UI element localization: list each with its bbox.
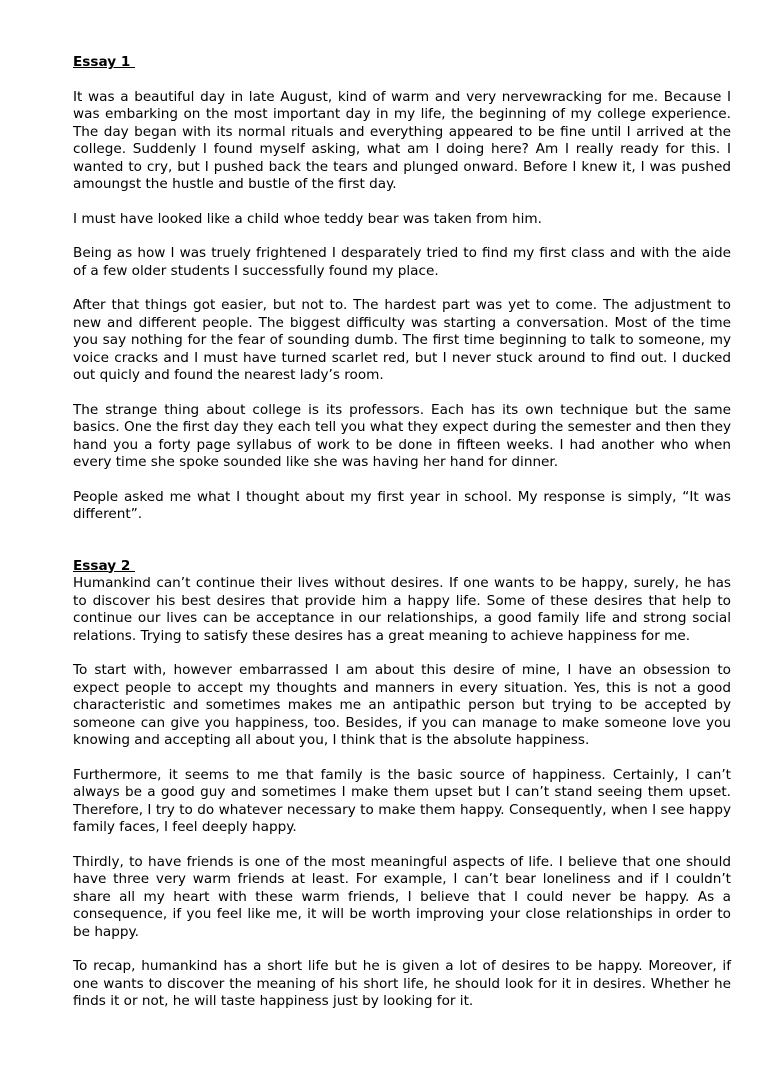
essay-1-heading: Essay 1 (73, 54, 136, 70)
essay-2-paragraph-1: Humankind can’t continue their lives without desires. If one wants to be happy, surely, he has to discover his best desires that provide him a happy life. Some of these desires that help to continue our lives can be acceptance in our relationships, a good family life and strong social relations. Trying to satisfy these desires has a great meaning to achieve happiness for me. (73, 575, 731, 644)
essay-1-paragraph-5: The strange thing about college is its professors. Each has its own technique but the same basics. One the first day they each tell you what they expect during the semester and then they hand you a forty page syllabus of work to be done in fifteen weeks. I had another who when every time she spoke sounded like she was having her hand for dinner. (73, 401, 731, 470)
essay-2 (73, 558, 731, 1011)
essay-1-paragraph-1: It was a beautiful day in late August, kind of warm and very nervewracking for me. Because I was embarking on the most important day in my life, the beginning of my college experience. The day began with its normal rituals and everything appeared to be fine until I arrived at the college. Suddenly I found myself asking, what am I doing here? Am I really ready for this. I wanted to cry, but I pushed back the tears and plunged onward. Before I knew it, I was pushed amoungst the hustle and bustle of the first day. (73, 88, 731, 192)
essay-2-paragraph-3: Furthermore, it seems to me that family is the basic source of happiness. Certainly, I can’t always be a good guy and sometimes I make them upset but I can’t stand seeing them upset. Therefore, I try to do whatever necessary to make them happy. Consequently, when I see happy family faces, I feel deeply happy. (73, 766, 731, 835)
essay-1-paragraph-3: Being as how I was truely frightened I desparately tried to find my first class and with the aide of a few older students I successfully found my place. (73, 245, 731, 279)
essay-1-paragraph-2: I must have looked like a child whoe teddy bear was taken from him. (73, 210, 542, 227)
document-page (73, 54, 731, 1028)
essay-1-paragraph-6: People asked me what I thought about my first year in school. My response is simply, “It was different”. (73, 488, 731, 522)
essay-2-paragraph-2: To start with, however embarrassed I am about this desire of mine, I have an obsession to expect people to accept my thoughts and manners in every situation. Yes, this is not a good characteristic and sometimes makes me an antipathic person but trying to be accepted by someone can give you happiness, too. Besides, if you can manage to make someone love you knowing and accepting all about you, I think that is the absolute happiness. (73, 662, 731, 748)
essay-1 (73, 54, 731, 524)
essay-1-paragraph-4: After that things got easier, but not to. The hardest part was yet to come. The adjustment to new and different people. The biggest difficulty was starting a conversation. Most of the time you say nothing for the fear of sounding dumb. The first time beginning to talk to someone, my voice cracks and I must have turned scarlet red, but I never stuck around to find out. I ducked out quicly and found the nearest lady’s room. (73, 297, 731, 383)
essay-2-paragraph-5: To recap, humankind has a short life but he is given a lot of desires to be happy. Moreover, if one wants to discover the meaning of his short life, he should look for it in desires. Whether he finds it or not, he will taste happiness just by looking for it. (73, 958, 731, 1009)
essay-2-heading: Essay 2 (73, 557, 136, 574)
essay-2-paragraph-4: Thirdly, to have friends is one of the most meaningful aspects of life. I believe that one should have three very warm friends at least. For example, I can’t bear loneliness and if I couldn’t share all my heart with these warm friends, I believe that I could never be happy. As a consequence, if you feel like me, it will be worth improving your close relationships in order to be happy. (73, 853, 731, 940)
